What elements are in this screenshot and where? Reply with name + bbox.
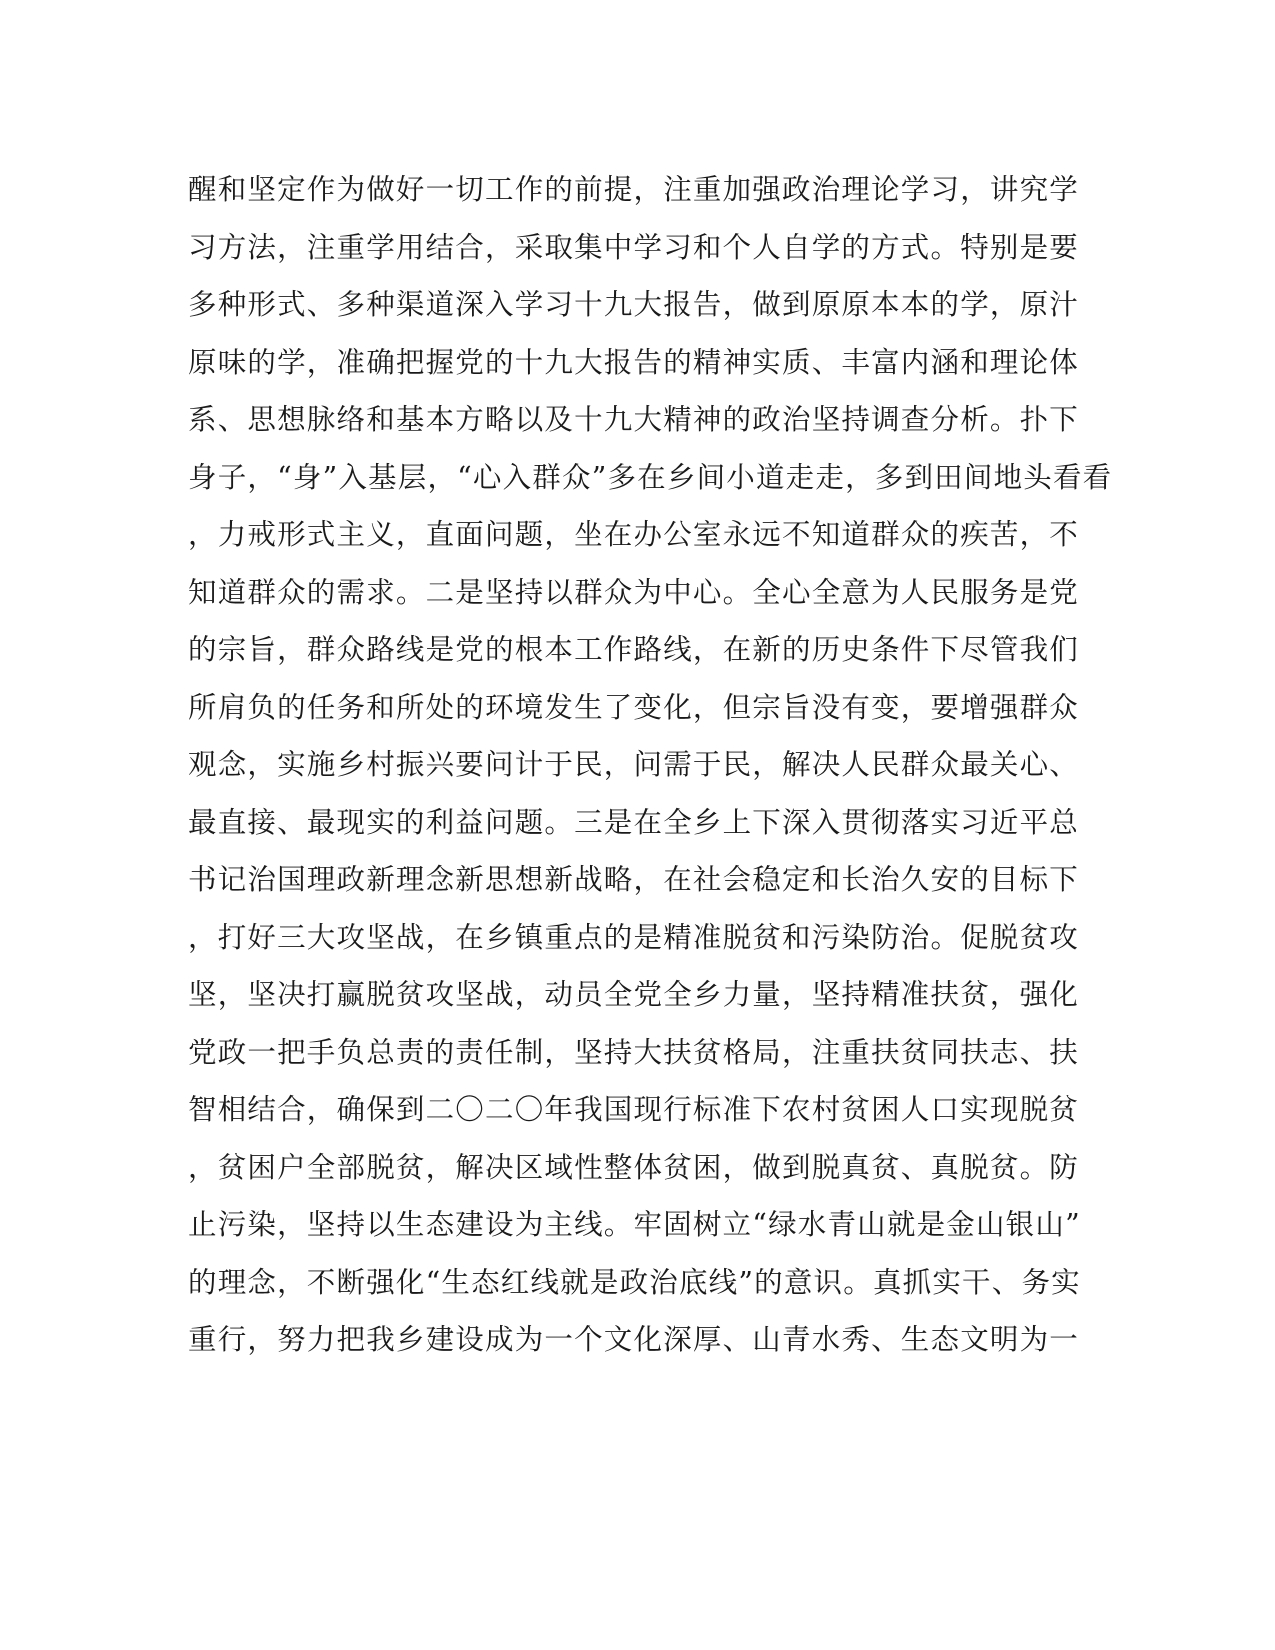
- text-line: 系、思想脉络和基本方略以及十九大精神的政治坚持调查分析。扑下: [188, 403, 1080, 436]
- text-line: 原味的学，准确把握党的十九大报告的精神实质、丰富内涵和理论体: [188, 345, 1080, 379]
- text-line: 的理念，不断强化“生态红线就是政治底线”的意识。真抓实干、务实: [188, 1265, 1081, 1299]
- text-line: 重行，努力把我乡建设成为一个文化深厚、山青水秀、生态文明为一: [188, 1323, 1080, 1356]
- text-line: ，打好三大攻坚战，在乡镇重点的是精准脱贫和污染防治。促脱贫攻: [188, 920, 1080, 954]
- text-line: 习方法，注重学用结合，采取集中学习和个人自学的方式。特别是要: [188, 230, 1080, 264]
- body-text: [188, 161, 1113, 1369]
- text-line: 党政一把手负总责的责任制，坚持大扶贫格局，注重扶贫同扶志、扶: [188, 1035, 1080, 1069]
- text-line: ，力戒形式主义，直面问题，坐在办公室永远不知道群众的疾苦，不: [188, 518, 1080, 551]
- text-line: ，贫困户全部脱贫，解决区域性整体贫困，做到脱真贫、真脱贫。防: [188, 1150, 1080, 1184]
- text-line: 所肩负的任务和所处的环境发生了变化，但宗旨没有变，要增强群众: [188, 690, 1080, 724]
- text-line: 观念，实施乡村振兴要问计于民，问需于民，解决人民群众最关心、: [188, 748, 1080, 781]
- text-line: 坚，坚决打赢脱贫攻坚战，动员全党全乡力量，坚持精准扶贫，强化: [188, 978, 1080, 1011]
- text-line: 多种形式、多种渠道深入学习十九大报告，做到原原本本的学，原汁: [188, 288, 1080, 321]
- text-line: 最直接、最现实的利益问题。三是在全乡上下深入贯彻落实习近平总: [188, 805, 1080, 839]
- text-line: 醒和坚定作为做好一切工作的前提，注重加强政治理论学习，讲究学: [188, 173, 1080, 206]
- text-line: 身子，“身”入基层，“心入群众”多在乡间小道走走，多到田间地头看看: [188, 460, 1113, 494]
- text-line: 知道群众的需求。二是坚持以群众为中心。全心全意为人民服务是党: [188, 575, 1080, 609]
- text-line: 止污染，坚持以生态建设为主线。牢固树立“绿水青山就是金山银山”: [188, 1208, 1081, 1241]
- text-line: 书记治国理政新理念新思想新战略，在社会稳定和长治久安的目标下: [188, 863, 1080, 896]
- text-line: 智相结合，确保到二〇二〇年我国现行标准下农村贫困人口实现脱贫: [188, 1093, 1080, 1126]
- text-line: 的宗旨，群众路线是党的根本工作路线，在新的历史条件下尽管我们: [188, 633, 1080, 666]
